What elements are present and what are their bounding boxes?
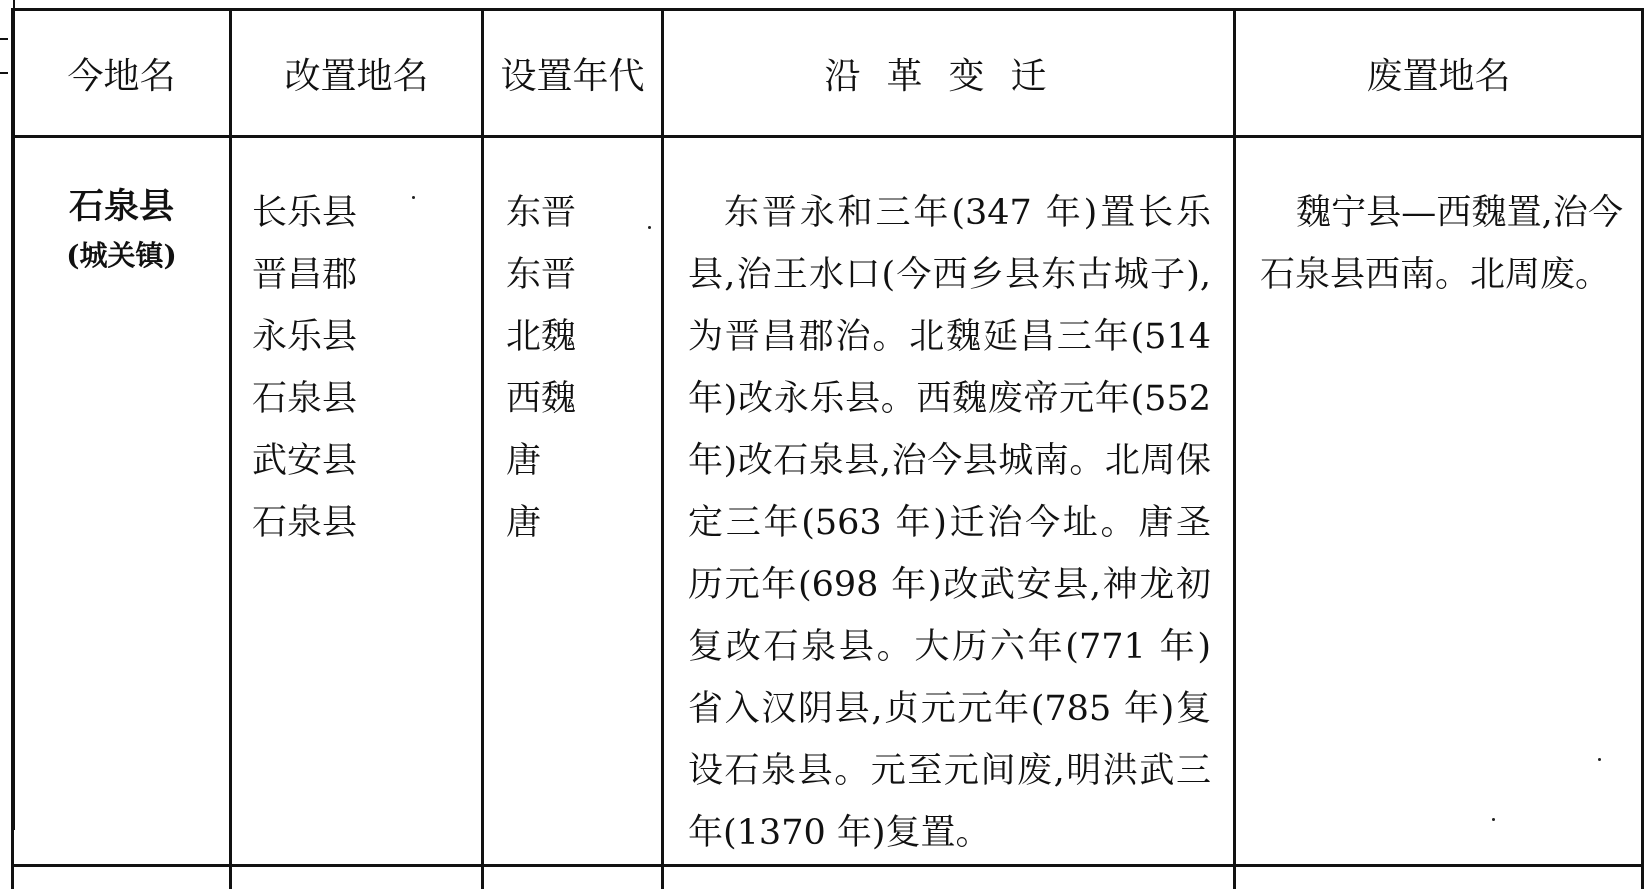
list-item: 石泉县: [252, 368, 481, 430]
renamed-names-list: [232, 138, 481, 554]
list-item: 永乐县: [252, 306, 481, 368]
list-item: 东晋: [506, 244, 661, 306]
header-history: 沿革变迁: [663, 10, 1235, 137]
list-item: 武安县: [252, 430, 481, 492]
header-abolished-name: 废置地名: [1235, 10, 1643, 137]
scan-speck: [1492, 818, 1495, 821]
header-renamed-name: 改置地名: [231, 10, 483, 137]
table-row: [13, 866, 1643, 889]
abolished-cell: [1235, 137, 1643, 866]
table-cell: [663, 866, 1235, 889]
margin-tick: [0, 38, 8, 40]
current-name-cell: [13, 137, 231, 866]
list-item: 石泉县: [252, 492, 481, 554]
gazetteer-table: [11, 8, 1644, 889]
scan-speck: [1598, 758, 1601, 761]
list-item: 长乐县: [252, 182, 481, 244]
eras-list: [484, 138, 661, 554]
table-cell: [483, 866, 663, 889]
table-cell: [231, 866, 483, 889]
list-item: 晋昌郡: [252, 244, 481, 306]
list-item: 唐: [506, 492, 661, 554]
table-row: [13, 137, 1643, 866]
current-name: 石泉县: [14, 182, 229, 232]
scan-speck: [648, 226, 651, 229]
margin-tick: [0, 72, 8, 74]
list-item: 北魏: [506, 306, 661, 368]
list-item: 东晋: [506, 182, 661, 244]
eras-cell: [483, 137, 663, 866]
header-era-established: 设置年代: [483, 10, 663, 137]
table-cell: [1235, 866, 1643, 889]
current-name-note: (城关镇): [14, 232, 229, 280]
scan-speck: [412, 196, 415, 199]
history-text: 东晋永和三年(347 年)置长乐县,治王水口(今西乡县东古城子),为晋昌郡治。北魏延昌三年(514 年)改永乐县。西魏废帝元年(552 年)改石泉县,治今县城南。北周保定三年(563 年)迁治今址。唐圣历元年(698 年)改武安县,神龙初复改石泉县。大历六年(771 年)省入汉阴县,贞元元年(785 年)复设石泉县。元至元间废,明洪武三年(1370 年)复置。: [664, 138, 1233, 864]
list-item: 唐: [506, 430, 661, 492]
list-item: 西魏: [506, 368, 661, 430]
renamed-names-cell: [231, 137, 483, 866]
header-current-name: 今地名: [13, 10, 231, 137]
header-row: [13, 10, 1643, 137]
history-cell: [663, 137, 1235, 866]
abolished-text: 魏宁县—西魏置,治今石泉县西南。北周废。: [1236, 138, 1641, 306]
table-cell: [13, 866, 231, 889]
